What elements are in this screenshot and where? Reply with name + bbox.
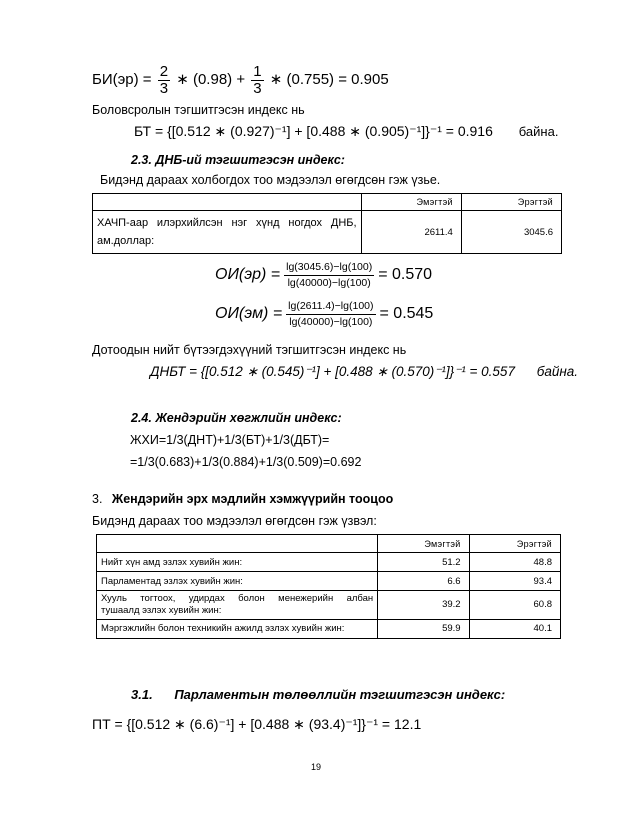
formula-oi-er <box>215 261 432 289</box>
table-row-label-line1: Хууль тогтоох, удирдах болон менежерийн албан <box>101 593 374 604</box>
formula-dnbt-text: ДНБТ = {[0.512 ∗ (0.545)⁻¹] + [0.488 ∗ (0.570)⁻¹]}⁻¹ = 0.557 <box>150 364 515 379</box>
table-row <box>97 619 561 638</box>
table-row-label-line1: ХАЧП-аар илэрхийлсэн нэг хүнд ногдох ДНБ, <box>97 217 357 229</box>
table-row-label: Мэргэжлийн болон техникийн ажилд эзлэх хувийн жин: <box>97 619 378 638</box>
fraction-numerator: lg(2611.4)−lg(100) <box>286 300 375 315</box>
page-number: 19 <box>311 762 322 772</box>
table-header-male: Эрэгтэй <box>461 194 561 211</box>
formula-dnbt <box>150 364 578 380</box>
formula-oi-em-value: = 0.545 <box>379 305 434 323</box>
formula-oi-em-fraction <box>286 300 375 328</box>
table-row-label-line2: ам.доллар: <box>97 235 155 248</box>
fraction-numerator: lg(3045.6)−lg(100) <box>284 261 374 276</box>
section-heading-2-3: 2.3. ДНБ-ий тэгшитгэсэн индекс: <box>131 153 345 167</box>
formula-jxi-line2: =1/3(0.683)+1/3(0.884)+1/3(0.509)=0.692 <box>130 455 362 469</box>
section-heading-3-1-number: 3.1. <box>131 687 153 702</box>
formula-pt: ПТ = {[0.512 ∗ (6.6)⁻¹] + [0.488 ∗ (93.4)⁻¹]}⁻¹ = 12.1 <box>92 716 422 732</box>
table-row-label: Нийт хүн амд эзлэх хувийн жин: <box>97 553 378 572</box>
table-row-label <box>97 591 378 620</box>
table-row-label <box>93 211 362 254</box>
formula-oi-er-fraction <box>284 261 374 289</box>
fraction-denominator: 3 <box>159 79 169 97</box>
table-cell-male: 48.8 <box>469 553 560 572</box>
table-row <box>97 572 561 591</box>
section-heading-2-4: 2.4. Жендэрийн хөгжлийн индекс: <box>131 411 342 425</box>
table-header-row <box>93 194 562 211</box>
formula-oi-er-label: ОИ(эр) = <box>215 266 281 284</box>
formula-oi-em <box>215 300 433 328</box>
table-header-row <box>97 535 561 553</box>
table-row <box>97 591 561 620</box>
fraction-numerator: 2 <box>159 63 169 80</box>
table-cell-female: 39.2 <box>378 591 469 620</box>
formula-bt <box>134 123 558 140</box>
section-heading-3-1-title: Парламентын төлөөллийн тэгшитгэсэн индекс: <box>174 687 506 702</box>
table-cell-male: 60.8 <box>469 591 560 620</box>
table-cell-female: 51.2 <box>378 553 469 572</box>
formula-bt-text: БТ = {[0.512 ∗ (0.927)⁻¹] + [0.488 ∗ (0.905)⁻¹]}⁻¹ = 0.916 <box>134 123 493 139</box>
table-cell-female: 6.6 <box>378 572 469 591</box>
formula-bi-er <box>92 64 389 97</box>
table-row <box>93 211 562 254</box>
paragraph-gdp-index: Дотоодын нийт бүтээгдэхүүний тэгшитгэсэн индекс нь <box>92 343 407 357</box>
table-row-label-line2: тушаалд эзлэх хувийн жин: <box>101 604 222 616</box>
fraction-denominator: 3 <box>253 79 262 97</box>
gdp-table <box>92 193 562 254</box>
table-header-empty <box>97 535 378 553</box>
paragraph-given-data-2: Бидэнд дараах тоо мэдээлэл өгөгдсөн гэж үзвэл: <box>92 514 377 528</box>
formula-oi-er-value: = 0.570 <box>378 266 433 284</box>
table-header-female: Эмэгтэй <box>361 194 461 211</box>
formula-jxi-line1: ЖХИ=1/3(ДНТ)+1/3(БТ)+1/3(ДБТ)= <box>130 433 330 447</box>
formula-bi-er-lhs: БИ(эр) = <box>92 71 152 89</box>
table-row <box>97 553 561 572</box>
formula-dnbt-suffix: байна. <box>536 364 579 379</box>
table-cell-male: 40.1 <box>469 619 560 638</box>
fraction-denominator: lg(40000)−lg(100) <box>287 276 371 289</box>
paragraph-education-index: Боловсролын тэгшитгэсэн индекс нь <box>92 103 305 117</box>
table-cell-male: 3045.6 <box>461 211 561 254</box>
section-heading-3-number: 3. <box>92 492 103 506</box>
table-header-male: Эрэгтэй <box>469 535 560 553</box>
table-header-female: Эмэгтэй <box>378 535 469 553</box>
fraction-2-3 <box>158 64 170 97</box>
formula-oi-em-label: ОИ(эм) = <box>215 305 283 323</box>
section-heading-3 <box>92 492 393 506</box>
table-cell-female: 59.9 <box>378 619 469 638</box>
section-heading-3-title: Жендэрийн эрх мэдлийн хэмжүүрийн тооцоо <box>111 492 394 506</box>
paragraph-given-data: Бидэнд дараах холбогдох тоо мэдээлэл өгөгдсөн гэж үзье. <box>100 173 441 187</box>
fraction-1-3 <box>251 64 263 97</box>
fraction-denominator: lg(40000)−lg(100) <box>289 315 373 328</box>
formula-bi-er-term2: ∗ (0.755) = 0.905 <box>269 71 389 89</box>
formula-bt-suffix: байна. <box>518 124 559 139</box>
table-cell-female: 2611.4 <box>361 211 461 254</box>
formula-bi-er-term1: ∗ (0.98) + <box>176 71 246 89</box>
table-cell-male: 93.4 <box>469 572 560 591</box>
section-heading-3-1 <box>131 687 505 702</box>
empowerment-table <box>96 534 561 639</box>
table-row-label: Парламентад эзлэх хувийн жин: <box>97 572 378 591</box>
table-header-empty <box>93 194 362 211</box>
fraction-numerator: 1 <box>253 63 262 80</box>
